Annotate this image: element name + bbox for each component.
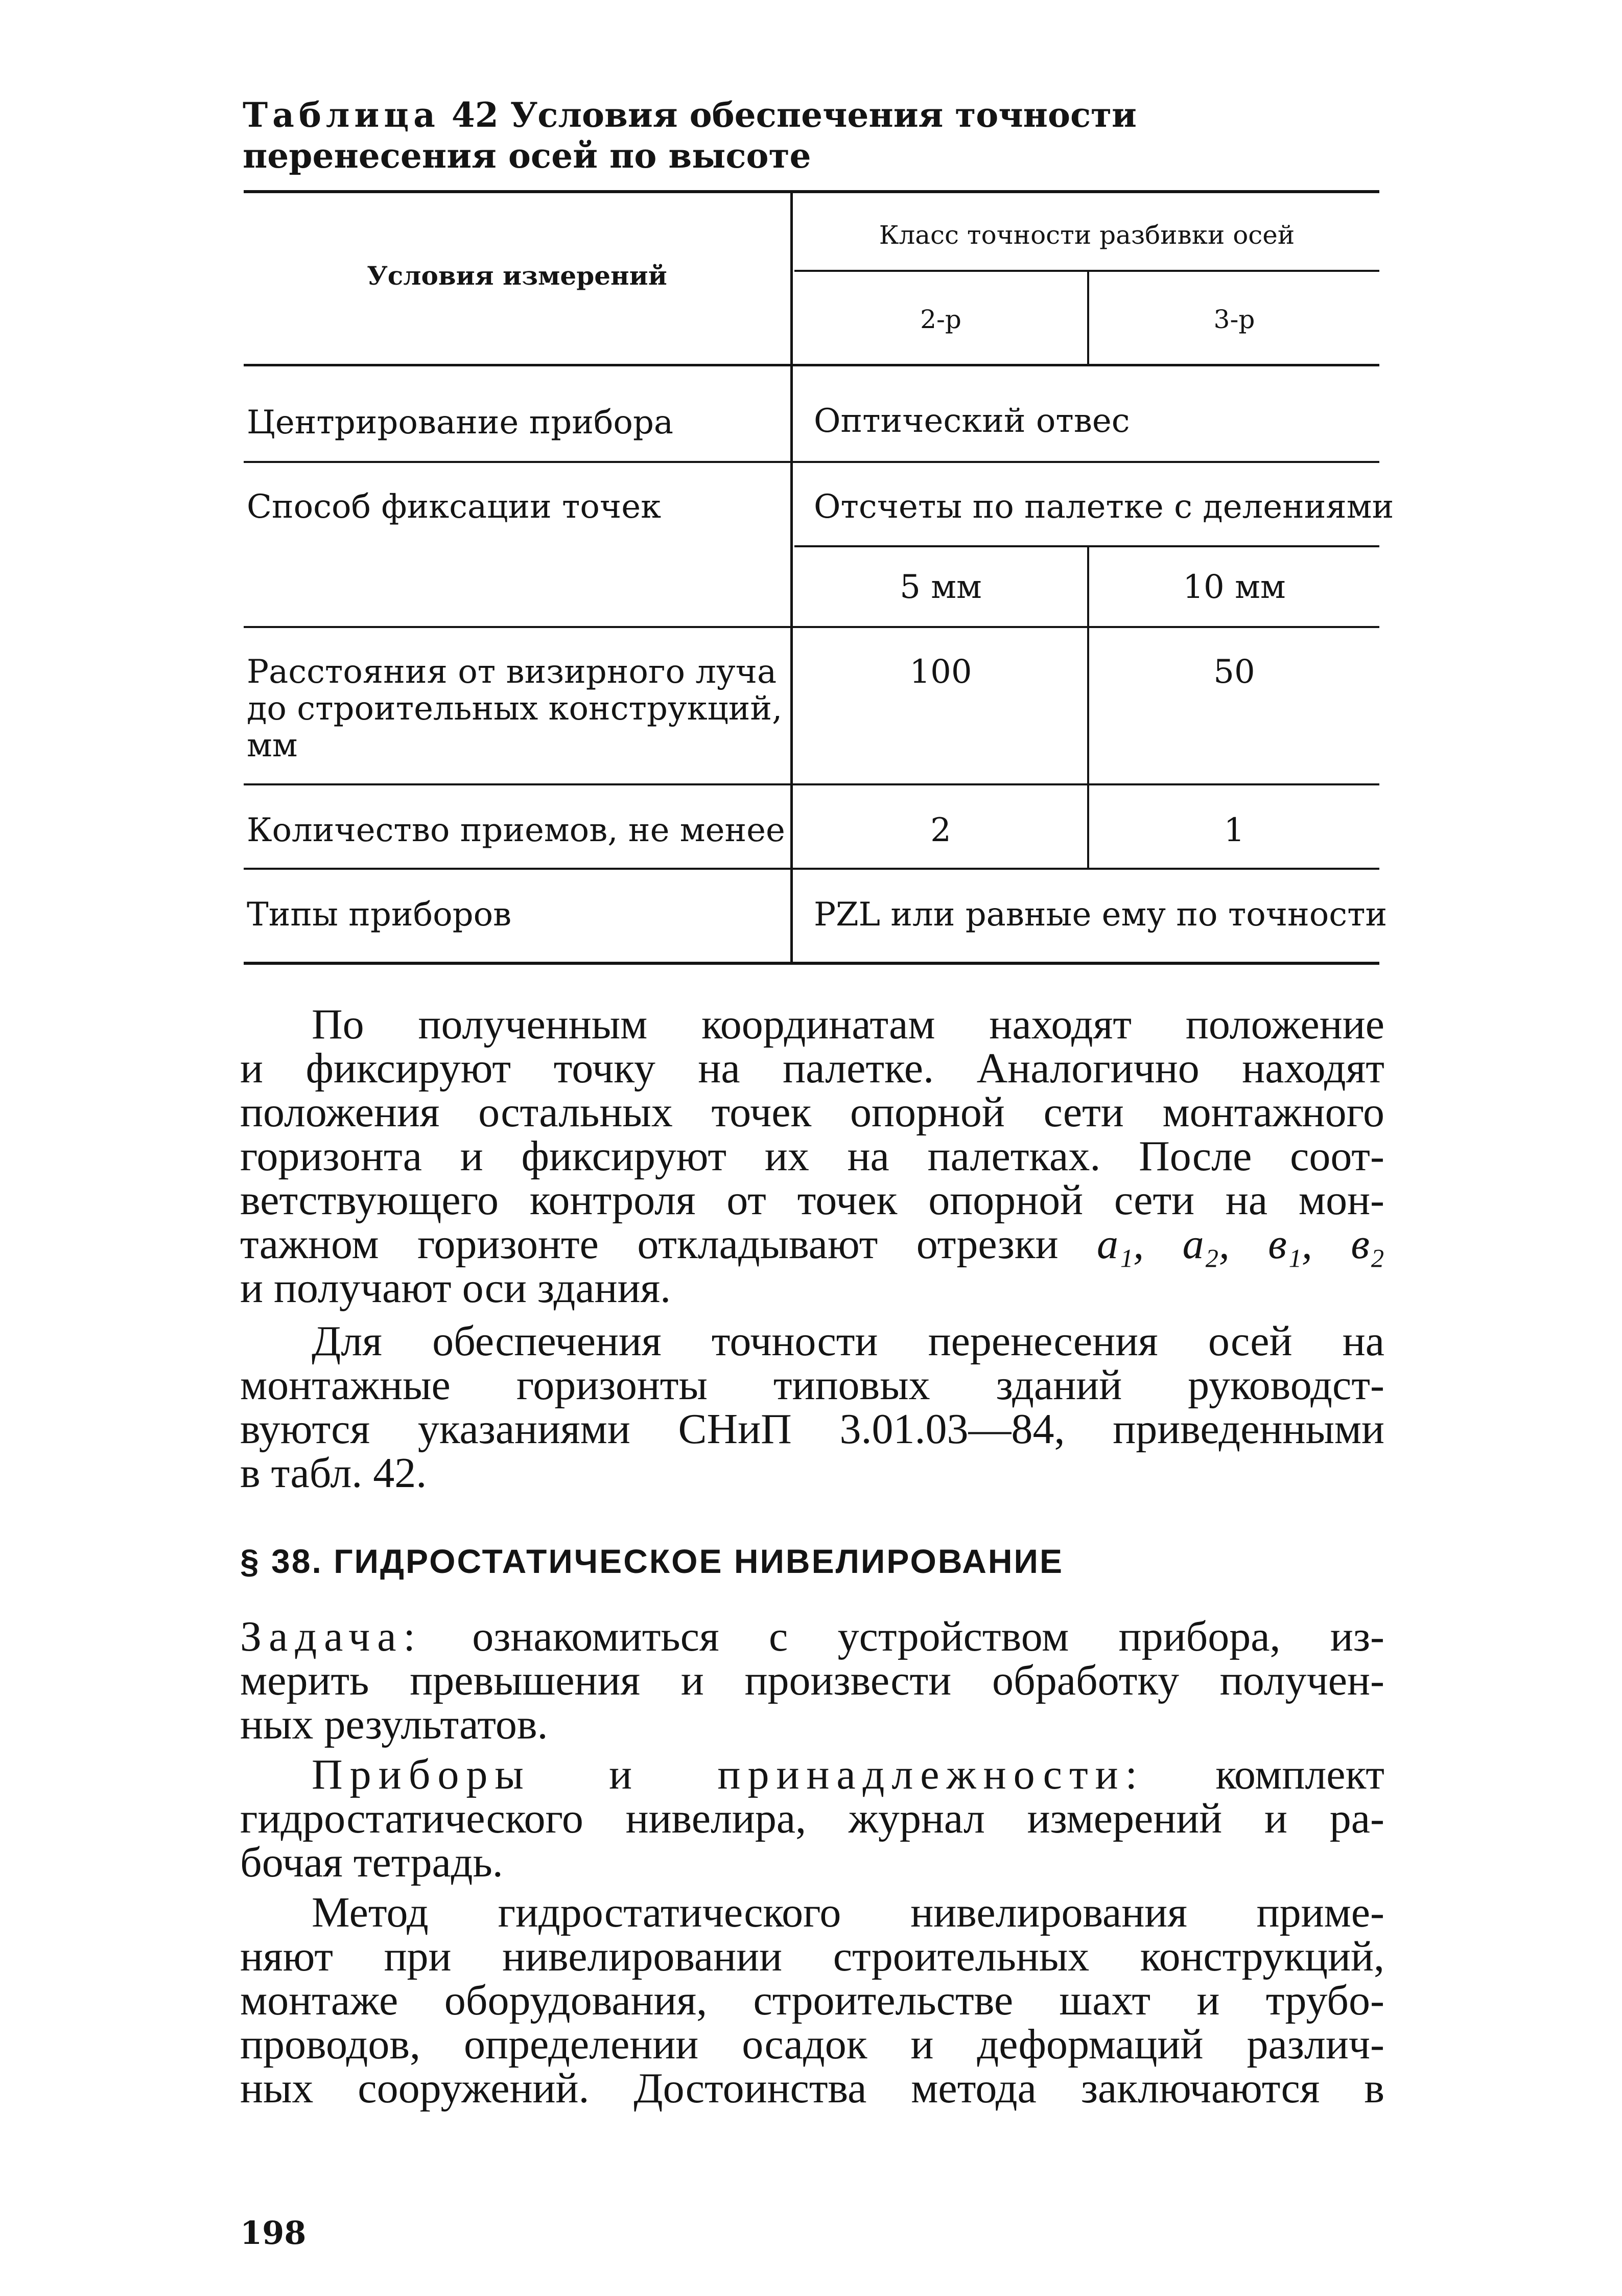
section-heading: § 38. ГИДРОСТАТИЧЕСКОЕ НИВЕЛИРОВАНИЕ [240, 1542, 1064, 1580]
paragraph-method [240, 1891, 1384, 2111]
table-caption-line-1 [243, 95, 1392, 135]
method-line-1: Метод гидростатического нивелирования приме- [312, 1889, 1384, 1936]
row-distance-value-3p: 50 [1213, 653, 1255, 691]
header-bottom-rule [244, 364, 1379, 366]
row-fixation-label: Способ фиксации точек [247, 488, 662, 526]
task-line-1 [240, 1615, 1384, 1659]
p1-line-3: положения остальных точек опорной сети монтажного [240, 1088, 1384, 1136]
method-line-3: монтаже оборудования, строительстве шахт и трубо- [240, 1977, 1384, 2024]
p1-line-6 [240, 1222, 1384, 1266]
p1-line-4: горизонта и фиксируют их на палетках. После соот- [240, 1132, 1384, 1180]
task-label: Задача: [240, 1613, 422, 1660]
tools-line-3: бочая тетрадь. [240, 1839, 503, 1886]
header-conditions: Условия измерений [367, 261, 667, 291]
row-centering-value: Оптический отвес [814, 402, 1130, 440]
row-distance-label-line-2: до строительных конструкций, [247, 690, 783, 728]
row-receptions-value-3p: 1 [1224, 811, 1245, 849]
row-distance-label-line-3: мм [247, 727, 298, 764]
p1-line-2: и фиксируют точку на палетке. Аналогично находят [240, 1045, 1384, 1092]
paragraph-tools [240, 1753, 1384, 1885]
table-caption-label: Таблица [243, 95, 440, 135]
p2-line-1: Для обеспечения точности перенесения осей на [312, 1317, 1384, 1365]
segment-formula: a₁, a₂, в₁, в₂ [1097, 1220, 1384, 1268]
header-accuracy-class: Класс точности разбивки осей [879, 220, 1295, 250]
row-instruments-label: Типы приборов [247, 896, 512, 934]
method-line-4: проводов, определении осадок и деформаций различ- [240, 2021, 1384, 2068]
method-line-2: няют при нивелировании строительных конструкций, [240, 1933, 1384, 1980]
paragraph-snip [240, 1319, 1384, 1495]
table-caption-title-2: перенесения осей по высоте [243, 136, 811, 176]
row-fixation-sub-5mm: 5 мм [900, 568, 982, 606]
tools-line-1 [240, 1753, 1384, 1797]
table-caption [243, 95, 1392, 176]
row-3-bottom-rule [244, 783, 1379, 785]
tools-line-2: гидростатического нивелира, журнал измерений и ра- [240, 1795, 1384, 1842]
task-line-2: мерить превышения и произвести обработку получен- [240, 1657, 1384, 1704]
table-caption-number: 42 [451, 95, 499, 135]
table-caption-title-1: Условия обеспечения точности [510, 95, 1137, 135]
table-top-rule [244, 190, 1379, 193]
p1-line-6-text: тажном горизонте откладывают отрезки [240, 1220, 1059, 1268]
row-receptions-label: Количество приемов, не менее [247, 811, 785, 849]
p1-line-7: и получают оси здания. [240, 1264, 671, 1312]
page-number: 198 [240, 2214, 307, 2252]
tools-label: Приборы и принадлежности: [312, 1751, 1144, 1798]
row-distance-label-line-1: Расстояния от визирного луча [247, 653, 777, 691]
header-class-3p: 3-р [1213, 305, 1255, 334]
tools-line-1-text: комплект [1215, 1751, 1384, 1798]
row-distance-value-2p: 100 [909, 653, 972, 691]
p2-line-2: монтажные горизонты типовых зданий руководст- [240, 1361, 1384, 1409]
row-fixation-value: Отсчеты по палетке с делениями [814, 488, 1394, 526]
task-line-3: ных результатов. [240, 1701, 548, 1748]
table-main-column-divider [790, 192, 793, 963]
table-bottom-rule [244, 962, 1379, 965]
row-fixation-sub-10mm: 10 мм [1183, 568, 1286, 606]
paragraph-task [240, 1615, 1384, 1747]
p2-line-4: в табл. 42. [240, 1449, 427, 1497]
method-line-5: ных сооружений. Достоинства метода заключаются в [240, 2065, 1384, 2112]
task-line-1-text: ознакомиться с устройством прибора, из- [472, 1613, 1384, 1660]
row-1-bottom-rule [244, 461, 1379, 463]
p2-line-3: вуются указаниями СНиП 3.01.03—84, приведенными [240, 1405, 1384, 1453]
p1-line-1: По полученным координатам находят положение [312, 1001, 1384, 1048]
row-4-bottom-rule [244, 868, 1379, 870]
paragraph-coordinates [240, 1003, 1384, 1310]
row-centering-label: Центрирование прибора [247, 404, 674, 442]
row-instruments-value: PZL или равные ему по точности [814, 896, 1388, 934]
row-3-column-divider [1087, 628, 1089, 783]
row-2-bottom-rule [244, 626, 1379, 628]
header-class-2p: 2-р [920, 305, 961, 334]
row-receptions-value-2p: 2 [930, 811, 951, 849]
p1-line-5: ветствующего контроля от точек опорной сети на мон- [240, 1176, 1384, 1224]
